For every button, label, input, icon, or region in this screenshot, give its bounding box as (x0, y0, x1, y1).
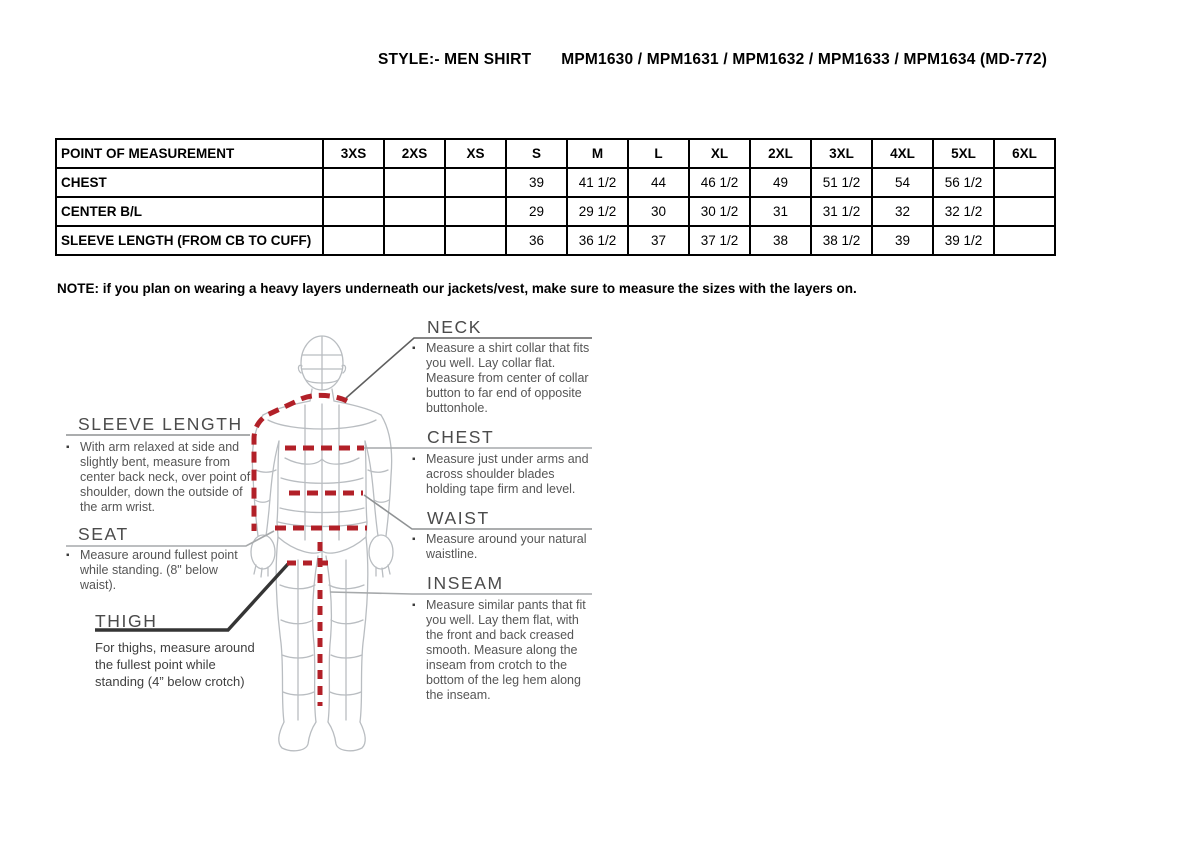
row-label-sleeve-length: SLEEVE LENGTH (FROM CB TO CUFF) (56, 226, 323, 255)
row-label-chest: CHEST (56, 168, 323, 197)
sleeve-length-section-text: ▪ With arm relaxed at side and slightly bent, measure from center back neck, over point of shoulder, down the outside of the arm wrist. (66, 440, 252, 515)
thigh-section-title: THIGH (95, 611, 158, 631)
cell-value: 29 (506, 197, 567, 226)
neck-section-text: ▪ Measure a shirt collar that fits you well. Lay collar flat. Measure from center of collar button to far end of opposite buttonhole. (412, 341, 594, 416)
col-header-5xl: 5XL (933, 139, 994, 168)
col-header-3xl: 3XL (811, 139, 872, 168)
waist-section-text: ▪ Measure around your natural waistline. (412, 532, 594, 562)
cell-value: 30 1/2 (689, 197, 750, 226)
cell-value: 39 1/2 (933, 226, 994, 255)
row-label-center-bl: CENTER B/L (56, 197, 323, 226)
chest-section-title: CHEST (427, 427, 495, 447)
measurement-dash-lines (254, 395, 367, 706)
cell-value: 51 1/2 (811, 168, 872, 197)
col-header-xs: XS (445, 139, 506, 168)
cell-value: 38 1/2 (811, 226, 872, 255)
chest-section-text: ▪ Measure just under arms and across shoulder blades holding tape firm and level. (412, 452, 594, 497)
neck-section-title: NECK (427, 317, 483, 337)
cell-value: 38 (750, 226, 811, 255)
cell-value: 31 (750, 197, 811, 226)
col-header-2xl: 2XL (750, 139, 811, 168)
col-header-6xl: 6XL (994, 139, 1055, 168)
cell-value: 54 (872, 168, 933, 197)
sleeve-length-section-title: SLEEVE LENGTH (78, 414, 243, 434)
cell-value: 39 (872, 226, 933, 255)
cell-value: 36 1/2 (567, 226, 628, 255)
inseam-section-text: ▪ Measure similar pants that fit you well. Lay them flat, with the front and back creased smooth. Measure along the inseam from crotch to the bottom of the leg hem along the inseam. (412, 598, 596, 703)
cell-value: 29 1/2 (567, 197, 628, 226)
thigh-section-text: For thighs, measure around the fullest point while standing (4” below crotch) (95, 640, 255, 689)
cell-value: 36 (506, 226, 567, 255)
note-text: NOTE: if you plan on wearing a heavy layers underneath our jackets/vest, make sure to measure the sizes with the layers on. (57, 281, 857, 296)
seat-section-text: ▪ Measure around fullest point while standing. (8" below waist). (66, 548, 241, 593)
col-header-m: M (567, 139, 628, 168)
cell-value: 44 (628, 168, 689, 197)
cell-value: 56 1/2 (933, 168, 994, 197)
cell-value: 32 1/2 (933, 197, 994, 226)
cell-value: 31 1/2 (811, 197, 872, 226)
col-header-xl: XL (689, 139, 750, 168)
col-header-point-of-measurement: POINT OF MEASUREMENT (56, 139, 323, 168)
col-header-4xl: 4XL (872, 139, 933, 168)
waist-section-title: WAIST (427, 508, 490, 528)
col-header-s: S (506, 139, 567, 168)
cell-value: 30 (628, 197, 689, 226)
cell-value: 41 1/2 (567, 168, 628, 197)
inseam-section-title: INSEAM (427, 573, 504, 593)
col-header-l: L (628, 139, 689, 168)
col-header-3xs: 3XS (323, 139, 384, 168)
seat-section-title: SEAT (78, 524, 129, 544)
cell-value: 49 (750, 168, 811, 197)
col-header-2xs: 2XS (384, 139, 445, 168)
cell-value: 37 1/2 (689, 226, 750, 255)
cell-value: 46 1/2 (689, 168, 750, 197)
cell-value: 37 (628, 226, 689, 255)
style-label: STYLE:- MEN SHIRT (378, 51, 532, 68)
style-codes: MPM1630 / MPM1631 / MPM1632 / MPM1633 / MPM1634 (MD-772) (561, 51, 1048, 68)
cell-value: 32 (872, 197, 933, 226)
cell-value: 39 (506, 168, 567, 197)
